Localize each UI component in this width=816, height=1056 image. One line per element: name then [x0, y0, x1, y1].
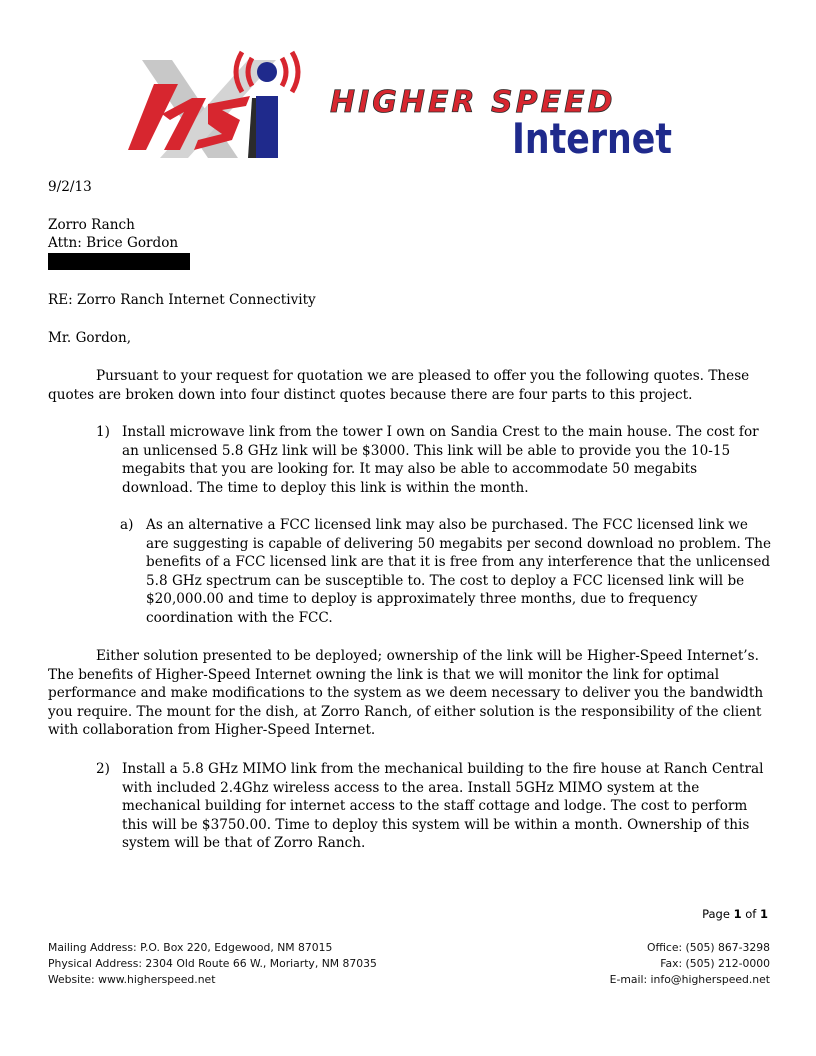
footer-email: E-mail: info@higherspeed.net — [609, 973, 770, 986]
salutation: Mr. Gordon, — [48, 330, 132, 346]
page-number — [702, 907, 768, 921]
quote-item-2 — [96, 760, 772, 853]
footer-website: Website: www.higherspeed.net — [48, 973, 216, 986]
footer-fax: Fax: (505) 212-0000 — [660, 957, 770, 970]
footer-mailing-address: Mailing Address: P.O. Box 220, Edgewood, NM 87015 — [48, 941, 333, 954]
item-2-marker: 2) — [96, 761, 110, 777]
ownership-paragraph — [48, 647, 770, 740]
item-2-text: Install a 5.8 GHz MIMO link from the mechanical building to the fire house at Ranch Central with included 2.4Ghz wireless access to the area. Install 5GHz MIMO system at the mechanical building for internet access to the staff cottage and lodge. The cost to perform this will be $3750.00. Time to deploy this system will be within a month. Ownership of this system will be that of Zorro Ranch. — [122, 761, 764, 851]
recipient-attn: Attn: Brice Gordon — [48, 235, 179, 251]
quote-item-1 — [96, 423, 772, 497]
item-1a-text: As an alternative a FCC licensed link may also be purchased. The FCC licensed link we are suggesting is capable of delivering 50 megabits per second download no problem. The benefits of a FCC licensed link are that it is free from any interference that the unlicensed 5.8 GHz spectrum can be susceptible to. The cost to deploy a FCC licensed link will be $20,000.00 and time to deploy is approximately three months, due to frequency coordination with the FCC. — [146, 517, 772, 626]
footer-office-phone: Office: (505) 867-3298 — [646, 941, 770, 954]
intro-paragraph — [48, 367, 770, 404]
subject-line: RE: Zorro Ranch Internet Connectivity — [48, 292, 316, 308]
intro-text: Pursuant to your request for quotation we are pleased to offer you the following quotes. These quotes are broken down into four distinct quotes because there are four parts to this project. — [48, 368, 750, 403]
redacted-address-bar — [48, 253, 190, 270]
company-logo — [128, 40, 698, 164]
logo-text-internet: Internet — [512, 114, 672, 163]
letter-footer — [48, 940, 770, 988]
item-1a-marker: a) — [120, 517, 134, 533]
item-1-marker: 1) — [96, 424, 110, 440]
quote-item-1a — [120, 516, 772, 627]
footer-physical-address: Physical Address: 2304 Old Route 66 W., Moriarty, NM 87035 — [48, 957, 377, 970]
page-current: 1 — [733, 907, 742, 921]
page-total: 1 — [759, 907, 768, 921]
ownership-text: Either solution presented to be deployed; ownership of the link will be Higher-Speed Internet’s. The benefits of Higher-Speed Internet owning the link is that we will monitor the link for optimal performance and make modifications to the system as we deem necessary to deliver you the bandwidth you require. The mount for the dish, at Zorro Ranch, of either solution is the responsibility of the client with collaboration from Higher-Speed Internet. — [48, 648, 764, 738]
logo-text-higher-speed: HIGHER SPEED — [330, 85, 616, 120]
hsi-logo-graphic — [128, 40, 698, 164]
item-1-text: Install microwave link from the tower I own on Sandia Crest to the main house. The cost for an unlicensed 5.8 GHz link will be $3000. This link will be able to provide you the 10-15 megabits that you are looking for. It may also be able to accommodate 50 megabits download. The time to deploy this link is within the month. — [122, 424, 759, 496]
recipient-name: Zorro Ranch — [48, 217, 135, 233]
letter-date: 9/2/13 — [48, 179, 92, 195]
page-middle: of — [741, 907, 760, 921]
page-prefix: Page — [702, 907, 734, 921]
